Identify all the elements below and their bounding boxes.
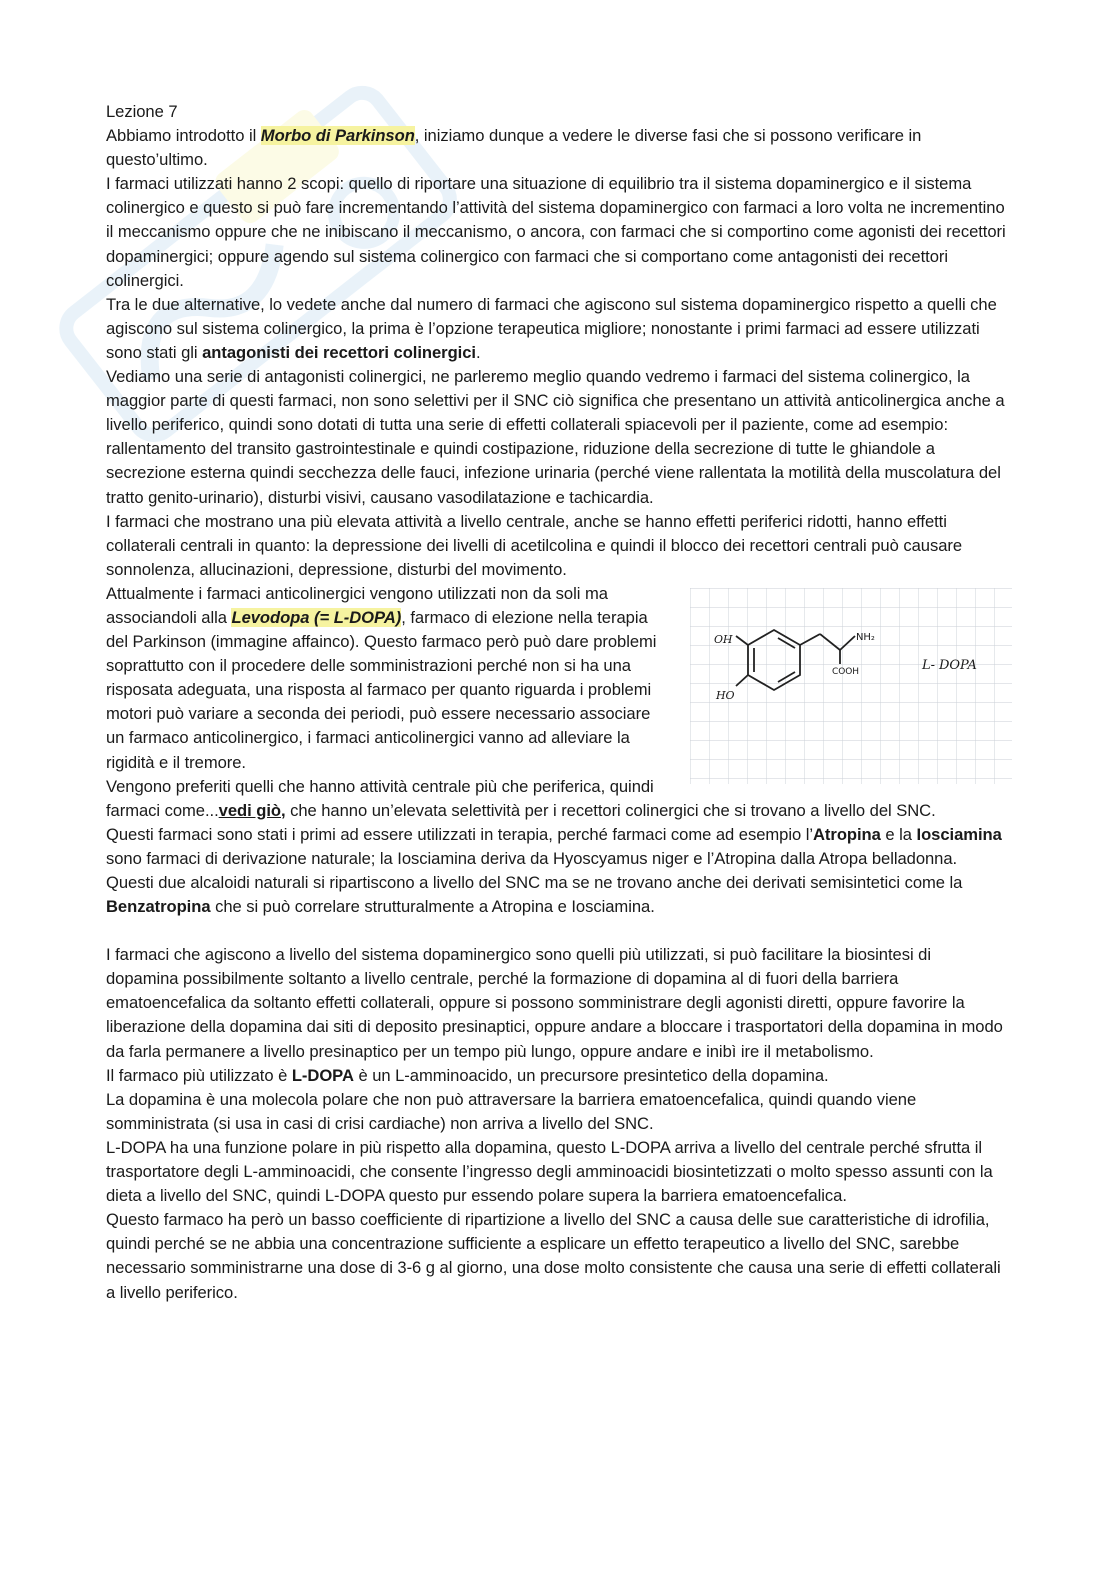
text-run: Abbiamo introdotto il: [106, 126, 261, 146]
paragraph-antagonisti: Vediamo una serie di antagonisti colinergici, ne parleremo meglio quando vedremo i farmaci del sistema colinergico, la maggior parte di questi farmaci, non sono selettivi per il SNC ciò significa che presentano un attività anticolinergica anche a livello periferico, quindi sono dotati di tutta una serie di effetti collaterali spiacevoli per il paziente, come ad esempio: rallentamento del transito gastrointestinale e quindi costipazione, riduzione della secrezione di tutte le ghiandole a secrezione esterna quindi secchezza delle fauci, infezione urinaria (perché viene rallentata la motilità della muscolatura del tratto genito-urinario), disturbi visivi, causano vasodilatazione e tachicardia.: [106, 367, 1005, 507]
bold-iosciamina: Iosciamina: [916, 824, 1002, 844]
underline-vedi-giu: vedi giò,: [218, 800, 286, 820]
text-run: che hanno un’elevata selettività per i recettori colinergici che si trovano a livello del SNC.: [285, 800, 936, 820]
text-run: Il farmaco più utilizzato è: [106, 1065, 292, 1085]
highlight-morbo-parkinson: Morbo di Parkinson: [260, 126, 415, 146]
text-run: Tra le due alternative, lo vedete anche dal numero di farmaci che agiscono sul sistema dopaminergico rispetto a quelli che agiscono sul sistema colinergico, la prima è l’opzione terapeutica migliore; nonostante i primi farmaci ad essere utilizzati sono stati gli: [106, 294, 997, 362]
text-run: è un L-amminoacido, un precursore presintetico della dopamina.: [353, 1065, 829, 1085]
oh-bottom-label: HO: [716, 688, 735, 702]
bold-atropina: Atropina: [813, 824, 881, 844]
text-run: Questi due alcaloidi naturali si ripartiscono a livello del SNC ma se ne trovano anche dei derivati semisintetici come la: [106, 873, 963, 892]
paragraph-gap: [106, 919, 1006, 943]
paragraph-effetti-centrali: I farmaci che mostrano una più elevata attività a livello centrale, anche se hanno effetti periferici ridotti, hanno effetti collaterali centrali in quanto: la depressione dei livelli di acetilcolina e quindi il blocco dei recettori centrali può causare sonnolenza, allucinazioni, depressione, disturbi del movimento.: [106, 511, 963, 579]
ldopa-label: L- DOPA: [922, 657, 977, 673]
text-run: e la: [880, 824, 917, 844]
text-run: Vengono preferiti quelli che hanno attività centrale più che periferica, quindi farmaci come...: [106, 776, 654, 820]
text-run: Attualmente i farmaci anticolinergici vengono utilizzati non da soli ma associandoli alla: [106, 583, 608, 627]
paragraph-ldopa-funzione: L-DOPA ha una funzione polare in più rispetto alla dopamina, questo L-DOPA arriva a livello del centrale perché sfrutta il trasportatore degli L-amminoacidi, che consente l’ingresso degli amminoacidi biosintetizzati o molto spesso assunti con la dieta a livello del SNC, quindi L-DOPA questo pur essendo polare supera la barriera ematoencefalica.: [106, 1137, 993, 1206]
document-body: [106, 100, 1006, 1305]
paragraph-atropina: [106, 823, 1006, 871]
text-run: .: [475, 342, 481, 362]
highlight-levodopa: Levodopa (= L-DOPA): [231, 607, 402, 627]
paragraph-coefficiente: Questo farmaco ha però un basso coefficiente di ripartizione a livello del SNC a causa delle sue caratteristiche di idrofilia, quindi perché se ne abbia una concentrazione sufficiente a esplicare un effetto terapeutico a livello del SNC, sarebbe necessario somministrarne una dose di 3-6 g al giorno, una dose molto consistente che causa una serie di effetti collaterali a livello periferico.: [106, 1210, 1001, 1302]
text-run: , farmaco di elezione nella terapia del Parkinson (immagine affainco). Questo farmaco però può dare problemi soprattutto con il procedere delle somministrazioni perché non si ha una risposata adeguata, una risposta al farmaco per quanto riguarda i problemi motori può variare a seconda dei periodi, può essere necessario associare un farmaco anticolinergico, i farmaci anticolinergici vanno ad alleviare la rigidità e il tremore.: [106, 607, 657, 772]
paragraph-alcaloidi: [106, 871, 1006, 919]
paragraph-ldopa-intro: [106, 1064, 1006, 1088]
paragraph-intro: [106, 124, 1006, 172]
bold-benzatropina: Benzatropina: [106, 897, 211, 917]
paragraph-scopi: I farmaci utilizzati hanno 2 scopi: quello di riportare una situazione di equilibrio tra il sistema dopaminergico e il sistema colinergico e questo si può fare incrementando l’attività del sistema dopaminergico con farmaci a loro volta ne incrementino il meccanismo oppure che ne inibiscano il meccanismo, o ancora, con farmaci che si comportino come agonisti dei recettori dopaminergici; oppure agendo sul sistema colinergico con farmaci che si comportano come antagonisti dei recettori colinergici.: [106, 174, 1006, 290]
text-run: , iniziamo dunque a vedere le diverse fasi che si possono verificare in questo’ultimo.: [106, 126, 922, 170]
ldopa-structure-figure: [690, 588, 1012, 784]
paragraph-alternative: [106, 293, 1006, 365]
oh-top-label: HO: [714, 631, 733, 645]
paragraph-dopamina-polare: La dopamina è una molecola polare che non può attraversare la barriera ematoencefalica, quindi quando viene somministrata (si usa in casi di crisi cardiache) non arriva a livello del SNC.: [106, 1089, 917, 1133]
lesson-title: Lezione 7: [106, 102, 178, 121]
cooh-label: COOH: [832, 666, 860, 677]
bold-ldopa: L-DOPA: [291, 1065, 354, 1085]
text-run: che si può correlare strutturalmente a Atropina e Iosciamina.: [210, 897, 655, 917]
bold-antagonisti: antagonisti dei recettori colinergici: [202, 342, 476, 362]
text-run: Questi farmaci sono stati i primi ad essere utilizzati in terapia, perché farmaci come ad esempio l’: [106, 824, 813, 844]
paragraph-dopaminergico: I farmaci che agiscono a livello del sistema dopaminergico sono quelli più utilizzati, si può facilitare la biosintesi di dopamina possibilmente soltanto a livello centrale, perché la formazione di dopamina al di fuori della barriera ematoencefalica da soltanto effetti collaterali, oppure si possono somministrare degli agonisti diretti, oppure favorire la liberazione della dopamina dai siti di deposito presinaptici, oppure andare a bloccare i trasportatori della dopamina in modo da farla permanere a livello presinaptico per un tempo più lungo, oppure andare e inibì ire il metabolismo.: [106, 945, 1003, 1061]
nh2-label: NH₂: [856, 631, 875, 643]
text-run: sono farmaci di derivazione naturale; la Iosciamina deriva da Hyoscyamus niger e l’Atropina dalla Atropa belladonna.: [106, 848, 958, 868]
